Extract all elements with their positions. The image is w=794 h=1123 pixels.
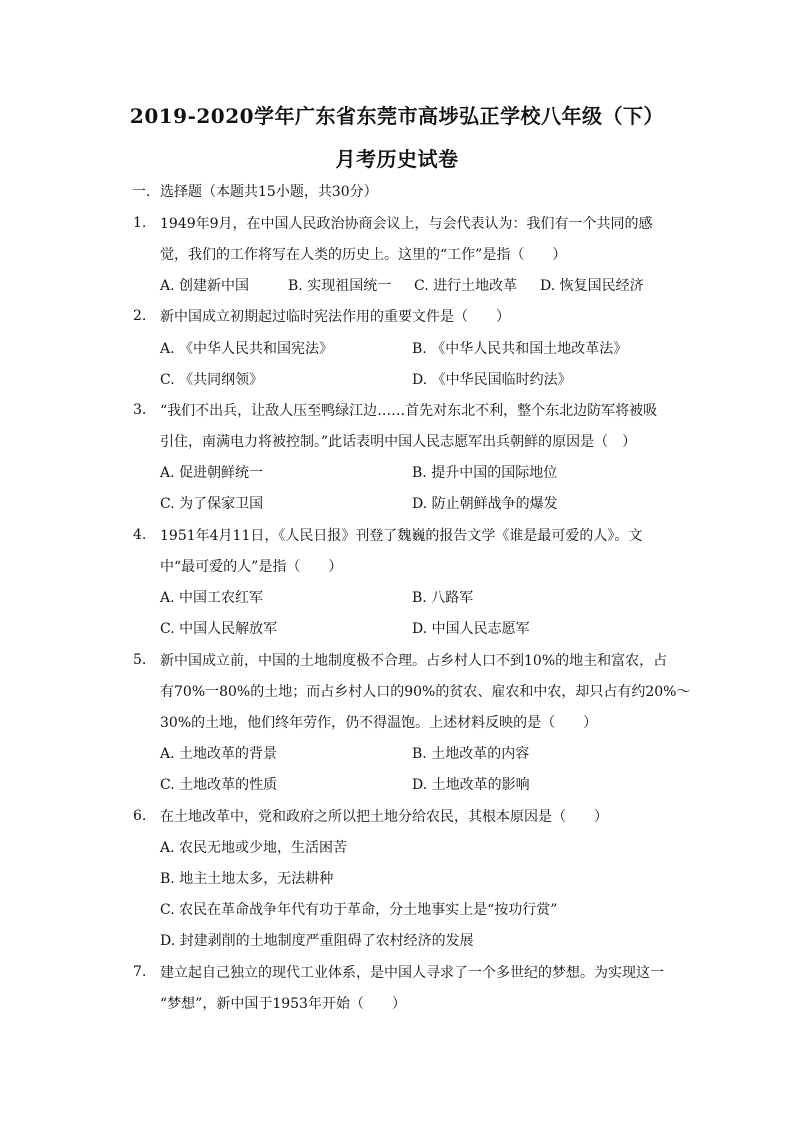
option: A. 土地改革的背景: [160, 746, 278, 762]
question-number: 6.: [133, 808, 147, 824]
option: D. 土地改革的影响: [412, 777, 530, 793]
option: B. 八路军: [412, 590, 474, 606]
option: D. 防止朝鲜战争的爆发: [412, 496, 558, 512]
question-text: 30%的土地，他们终年劳作，仍不得温饱。上述材料反映的是（ ）: [160, 715, 598, 731]
option: B. 提升中国的国际地位: [412, 465, 558, 481]
question-text: 有70%一80%的土地；而占乡村人口的90%的贫农、雇农和中农，却只占有约20%～: [160, 684, 691, 700]
option: C. 中国人民解放军: [160, 621, 278, 637]
question-text: 引住，南满电力将被控制。”此话表明中国人民志愿军出兵朝鲜的原因是（ ）: [160, 434, 637, 450]
option: D. 中国人民志愿军: [412, 621, 530, 637]
question-text: 觉，我们的工作将写在人类的历史上。这里的“工作”是指（ ）: [160, 247, 567, 263]
question-number: 3.: [133, 402, 147, 418]
option: B. 土地改革的内容: [412, 746, 530, 762]
question-text: “梦想”，新中国于1953年开始（ ）: [160, 996, 406, 1012]
question-number: 2.: [133, 308, 147, 324]
option: B. 实现祖国统一: [288, 278, 392, 294]
question-number: 1.: [133, 215, 147, 231]
question-text: 在土地改革中，党和政府之所以把土地分给农民，其根本原因是（ ）: [160, 809, 608, 825]
option: A. 促进朝鲜统一: [160, 465, 264, 481]
option: C. 《共同纲领》: [160, 372, 264, 388]
question-number: 4.: [133, 527, 147, 543]
option: B. 地主土地太多，无法耕种: [160, 871, 334, 887]
question-text: 中“最可爱的人”是指（ ）: [160, 559, 343, 575]
option: B. 《中华人民共和国土地改革法》: [412, 341, 628, 357]
exam-title-line1: 2019-2020学年广东省东莞市高埗弘正学校八年级（下）: [129, 104, 665, 128]
question-text: 建立起自己独立的现代工业体系，是中国人寻求了一个多世纪的梦想。为实现这一: [160, 965, 664, 981]
option: D. 恢复国民经济: [540, 278, 644, 294]
option: C. 土地改革的性质: [160, 777, 278, 793]
question-text: 1951年4月11日，《人民日报》刊登了魏巍的报告文学《谁是最可爱的人》。文: [160, 528, 643, 544]
option: D. 《中华民国临时约法》: [412, 372, 572, 388]
question-text: “我们不出兵，让敌人压至鸭绿江边……首先对东北不利，整个东北边防军将被吸: [160, 403, 658, 419]
question-number: 7.: [133, 964, 147, 980]
question-text: 1949年9月，在中国人民政治协商会议上，与会代表认为：我们有一个共同的感: [160, 216, 653, 232]
option: D. 封建剥削的土地制度严重阻碍了农村经济的发展: [160, 933, 474, 949]
question-text: 新中国成立前，中国的土地制度极不合理。占乡村人口不到10%的地主和富农，占: [160, 653, 668, 669]
exam-title-line2: 月考历史试卷: [335, 147, 459, 171]
option: A. 中国工农红军: [160, 590, 264, 606]
option: A. 农民无地或少地，生活困苦: [160, 840, 348, 856]
option: C. 进行土地改革: [414, 278, 518, 294]
option: C. 为了保家卫国: [160, 496, 264, 512]
option: C. 农民在革命战争年代有功于革命，分土地事实上是“按功行赏”: [160, 902, 558, 918]
section-heading: 一．选择题（本题共15小题，共30分）: [132, 184, 378, 200]
option: A. 《中华人民共和国宪法》: [160, 341, 334, 357]
question-number: 5.: [133, 652, 147, 668]
question-text: 新中国成立初期起过临时宪法作用的重要文件是（ ）: [160, 309, 510, 325]
option: A. 创建新中国: [160, 278, 250, 294]
